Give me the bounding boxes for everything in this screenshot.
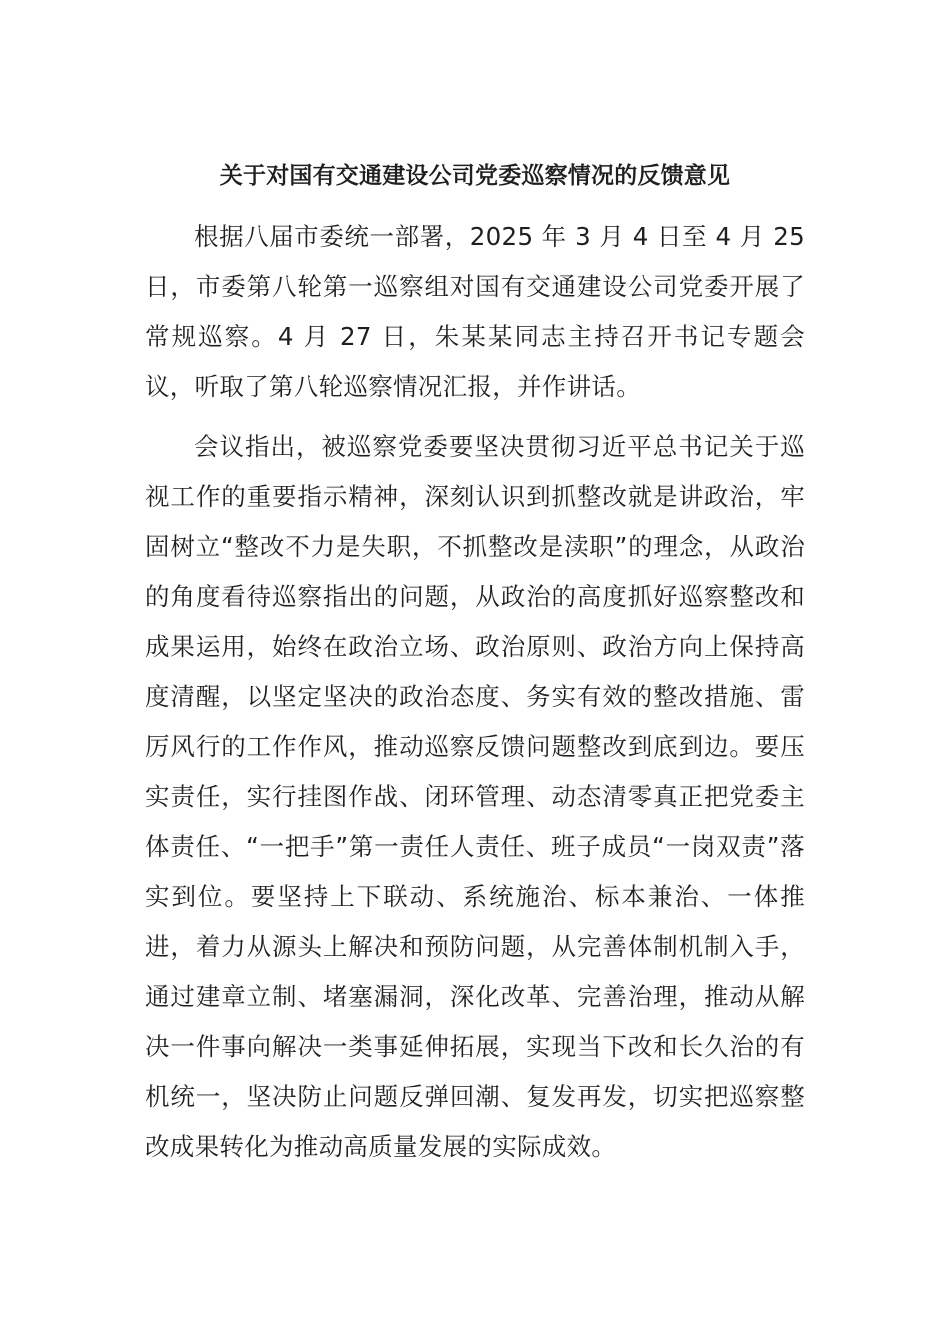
- document-page: [145, 154, 805, 1182]
- paragraph-2: 会议指出，被巡察党委要坚决贯彻习近平总书记关于巡视工作的重要指示精神，深刻认识到抓整改就是讲政治，牢固树立“整改不力是失职，不抓整改是渎职”的理念，从政治的角度看待巡察指出的问题，从政治的高度抓好巡察整改和成果运用，始终在政治立场、政治原则、政治方向上保持高度清醒，以坚定坚决的政治态度、务实有效的整改措施、雷厉风行的工作作风，推动巡察反馈问题整改到底到边。要压实责任，实行挂图作战、闭环管理、动态清零真正把党委主体责任、“一把手”第一责任人责任、班子成员“一岗双责”落实到位。要坚持上下联动、系统施治、标本兼治、一体推进，着力从源头上解决和预防问题，从完善体制机制入手，通过建章立制、堵塞漏洞，深化改革、完善治理，推动从解决一件事向解决一类事延伸拓展，实现当下改和长久治的有机统一，坚决防止问题反弹回潮、复发再发，切实把巡察整改成果转化为推动高质量发展的实际成效。: [145, 432, 805, 1161]
- document-title: 关于对国有交通建设公司党委巡察情况的反馈意见: [219, 163, 731, 189]
- paragraph-1: 根据八届市委统一部署，2025 年 3 月 4 日至 4 月 25 日，市委第八轮第一巡察组对国有交通建设公司党委开展了常规巡察。4 月 27 日，朱某某同志主持召开书记专题会议，听取了第八轮巡察情况汇报，并作讲话。: [145, 222, 805, 401]
